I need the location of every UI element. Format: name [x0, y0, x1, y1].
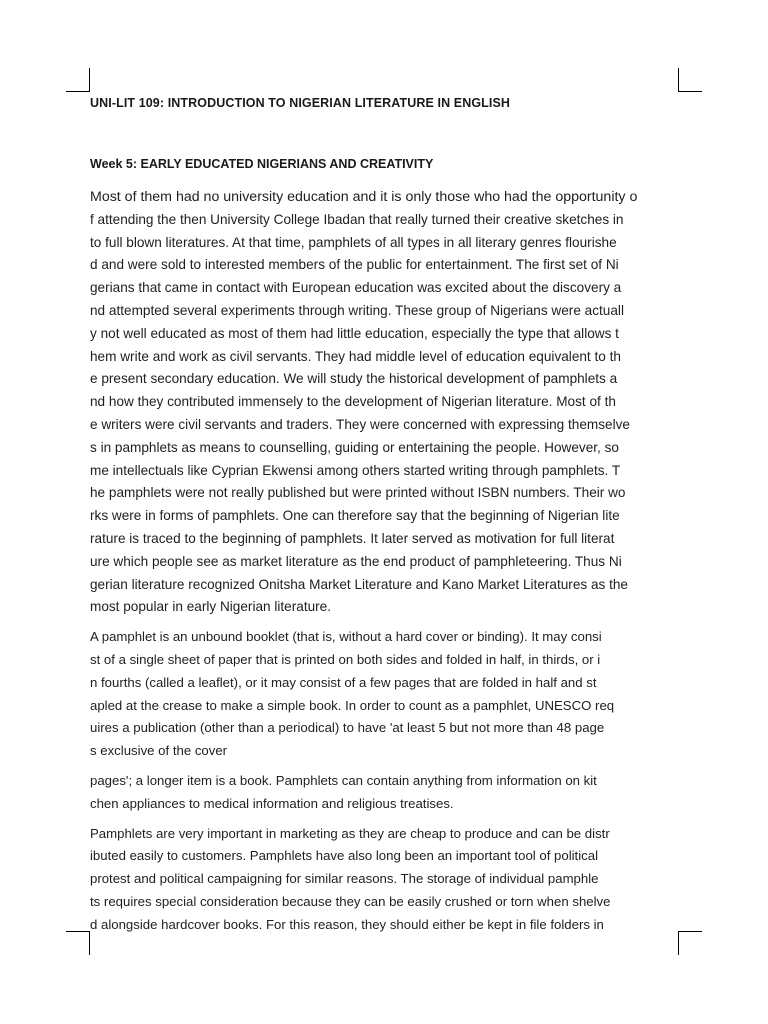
- paragraph-line: gerian literature recognized Onitsha Market Literature and Kano Market Literatures as the: [90, 576, 628, 592]
- body-text: [90, 186, 678, 944]
- paragraph-line: e writers were civil servants and traders. They were concerned with expressing themselve: [90, 416, 630, 432]
- paragraph-line: apled at the crease to make a simple book. In order to count as a pamphlet, UNESCO req: [90, 697, 615, 713]
- crop-mark-top-right-horizontal: [678, 91, 702, 92]
- week-heading: Week 5: EARLY EDUCATED NIGERIANS AND CREATIVITY: [90, 157, 434, 171]
- paragraph-line: Most of them had no university education and it is only those who had the opportunity o: [90, 189, 638, 205]
- paragraph-1: [90, 186, 678, 619]
- paragraph-line: Pamphlets are very important in marketing as they are cheap to produce and can be distr: [90, 825, 610, 841]
- paragraph-line: most popular in early Nigerian literature.: [90, 599, 332, 615]
- paragraph-line: n fourths (called a leaflet), or it may consist of a few pages that are folded in half and st: [90, 674, 597, 690]
- paragraph-4: [90, 823, 678, 937]
- paragraph-line: A pamphlet is an unbound booklet (that is, without a hard cover or binding). It may consi: [90, 629, 602, 645]
- paragraph-line: protest and political campaigning for similar reasons. The storage of individual pamphle: [90, 871, 599, 887]
- paragraph-line: s exclusive of the cover: [90, 743, 228, 759]
- paragraph-line: s in pamphlets as means to counselling, guiding or entertaining the people. However, so: [90, 439, 619, 455]
- paragraph-line: uires a publication (other than a periodical) to have 'at least 5 but not more than 48 page: [90, 720, 605, 736]
- paragraph-line: rature is traced to the beginning of pamphlets. It later served as motivation for full literat: [90, 530, 615, 546]
- paragraph-line: me intellectuals like Cyprian Ekwensi among others started writing through pamphlets. T: [90, 462, 621, 478]
- paragraph-line: rks were in forms of pamphlets. One can therefore say that the beginning of Nigerian lite: [90, 508, 620, 524]
- crop-mark-top-left-vertical: [89, 68, 90, 92]
- paragraph-line: hem write and work as civil servants. They had middle level of education equivalent to th: [90, 348, 621, 364]
- crop-mark-bottom-right-vertical: [678, 931, 679, 955]
- paragraph-line: pages'; a longer item is a book. Pamphlets can contain anything from information on kit: [90, 772, 597, 788]
- paragraph-line: ure which people see as market literature as the end product of pamphleteering. Thus Ni: [90, 553, 622, 569]
- paragraph-line: nd how they contributed immensely to the development of Nigerian literature. Most of th: [90, 394, 616, 410]
- paragraph-line: y not well educated as most of them had little education, especially the type that allows t: [90, 325, 619, 341]
- paragraph-line: to full blown literatures. At that time, pamphlets of all types in all literary genres flourishe: [90, 234, 617, 250]
- paragraph-2: [90, 626, 678, 763]
- crop-mark-bottom-right-horizontal: [678, 931, 702, 932]
- paragraph-line: he pamphlets were not really published but were printed without ISBN numbers. Their wo: [90, 485, 626, 501]
- paragraph-line: ts requires special consideration because they can be easily crushed or torn when shelve: [90, 893, 611, 909]
- course-title: UNI-LIT 109: INTRODUCTION TO NIGERIAN LITERATURE IN ENGLISH: [90, 96, 511, 110]
- paragraph-line: gerians that came in contact with European education was excited about the discovery a: [90, 280, 622, 296]
- paragraph-line: e present secondary education. We will study the historical development of pamphlets a: [90, 371, 618, 387]
- paragraph-3: [90, 770, 678, 816]
- paragraph-line: chen appliances to medical information and religious treatises.: [90, 795, 454, 811]
- crop-mark-top-left-horizontal: [66, 91, 90, 92]
- paragraph-line: st of a single sheet of paper that is printed on both sides and folded in half, in thirds, or i: [90, 651, 601, 667]
- paragraph-line: d and were sold to interested members of the public for entertainment. The first set of Ni: [90, 257, 619, 273]
- paragraph-line: nd attempted several experiments through writing. These group of Nigerians were actuall: [90, 302, 624, 318]
- paragraph-line: d alongside hardcover books. For this reason, they should either be kept in file folders in: [90, 916, 604, 932]
- paragraph-line: f attending the then University College Ibadan that really turned their creative sketches in: [90, 211, 624, 227]
- crop-mark-bottom-left-horizontal: [66, 931, 90, 932]
- crop-mark-top-right-vertical: [678, 68, 679, 92]
- paragraph-line: ibuted easily to customers. Pamphlets have also long been an important tool of political: [90, 848, 599, 864]
